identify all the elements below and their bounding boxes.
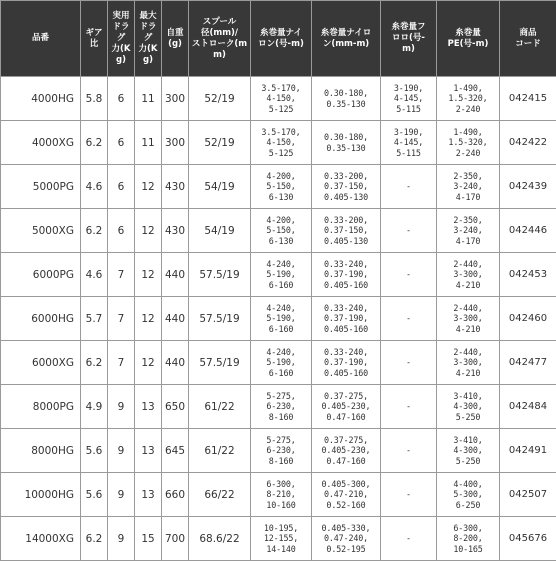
header-row [1,1,556,77]
cell-practical-drag: 7 [108,253,135,297]
cell-pe: 2-440, 3-300, 4-210 [437,341,500,385]
cell-max-drag: 11 [135,77,162,121]
cell-nylon-mm: 0.33-240, 0.37-190, 0.405-160 [312,297,381,341]
table-row [1,209,556,253]
cell-fluoro: - [381,297,437,341]
header-fluoro: 糸巻量フ ロロ(号- m) [381,1,437,77]
cell-weight: 440 [162,341,189,385]
cell-weight: 430 [162,209,189,253]
cell-nylon-mm: 0.30-180, 0.35-130 [312,121,381,165]
cell-nylon-mm: 0.405-300, 0.47-210, 0.52-160 [312,473,381,517]
cell-gear-ratio: 6.2 [81,209,108,253]
cell-model: 6000XG [1,341,81,385]
cell-nylon-go: 10-195, 12-155, 14-140 [251,517,312,561]
cell-pe: 1-490, 1.5-320, 2-240 [437,121,500,165]
cell-product-code: 042484 [500,385,556,429]
cell-model: 5000XG [1,209,81,253]
cell-pe: 2-440, 3-300, 4-210 [437,297,500,341]
cell-practical-drag: 6 [108,77,135,121]
cell-spool-stroke: 52/19 [189,121,251,165]
cell-gear-ratio: 5.7 [81,297,108,341]
cell-fluoro: 3-190, 4-145, 5-115 [381,121,437,165]
cell-nylon-go: 6-300, 8-210, 10-160 [251,473,312,517]
table-row [1,341,556,385]
cell-max-drag: 12 [135,253,162,297]
cell-pe: 4-400, 5-300, 6-250 [437,473,500,517]
cell-fluoro: - [381,517,437,561]
header-nylon-mm: 糸巻量ナイロ ン(mm-m) [312,1,381,77]
cell-model: 5000PG [1,165,81,209]
cell-weight: 440 [162,253,189,297]
cell-nylon-mm: 0.37-275, 0.405-230, 0.47-160 [312,385,381,429]
cell-spool-stroke: 68.6/22 [189,517,251,561]
cell-gear-ratio: 4.9 [81,385,108,429]
cell-gear-ratio: 4.6 [81,165,108,209]
cell-pe: 6-300, 8-200, 10-165 [437,517,500,561]
table-row [1,429,556,473]
cell-nylon-mm: 0.33-240, 0.37-190, 0.405-160 [312,341,381,385]
cell-gear-ratio: 5.6 [81,429,108,473]
cell-product-code: 042507 [500,473,556,517]
cell-max-drag: 11 [135,121,162,165]
cell-spool-stroke: 57.5/19 [189,253,251,297]
cell-nylon-mm: 0.37-275, 0.405-230, 0.47-160 [312,429,381,473]
table-header [1,1,556,77]
cell-practical-drag: 9 [108,517,135,561]
cell-max-drag: 12 [135,341,162,385]
cell-fluoro: - [381,209,437,253]
cell-weight: 645 [162,429,189,473]
cell-practical-drag: 6 [108,209,135,253]
cell-model: 8000PG [1,385,81,429]
cell-product-code: 042477 [500,341,556,385]
cell-weight: 300 [162,77,189,121]
cell-gear-ratio: 4.6 [81,253,108,297]
cell-spool-stroke: 54/19 [189,209,251,253]
header-gear-ratio: ギア 比 [81,1,108,77]
cell-product-code: 045676 [500,517,556,561]
table-body [1,77,556,561]
cell-gear-ratio: 5.8 [81,77,108,121]
cell-spool-stroke: 52/19 [189,77,251,121]
cell-max-drag: 12 [135,297,162,341]
table-row [1,385,556,429]
cell-nylon-go: 4-240, 5-190, 6-160 [251,253,312,297]
cell-product-code: 042453 [500,253,556,297]
header-nylon-go: 糸巻量ナイ ロン(号-m) [251,1,312,77]
cell-practical-drag: 7 [108,341,135,385]
cell-practical-drag: 6 [108,165,135,209]
cell-gear-ratio: 5.6 [81,473,108,517]
cell-model: 10000HG [1,473,81,517]
cell-product-code: 042446 [500,209,556,253]
cell-max-drag: 12 [135,209,162,253]
cell-pe: 1-490, 1.5-320, 2-240 [437,77,500,121]
cell-fluoro: 3-190, 4-145, 5-115 [381,77,437,121]
header-spool-stroke: スプール 径(mm)/ ストローク(mm) [189,1,251,77]
cell-weight: 650 [162,385,189,429]
cell-nylon-go: 5-275, 6-230, 8-160 [251,429,312,473]
cell-model: 6000HG [1,297,81,341]
table-row [1,517,556,561]
cell-pe: 2-350, 3-240, 4-170 [437,209,500,253]
header-pe: 糸巻量 PE(号-m) [437,1,500,77]
cell-gear-ratio: 6.2 [81,517,108,561]
header-max-drag: 最大 ドラグ 力(Kg) [135,1,162,77]
cell-product-code: 042415 [500,77,556,121]
cell-model: 4000HG [1,77,81,121]
cell-max-drag: 13 [135,429,162,473]
cell-spool-stroke: 57.5/19 [189,341,251,385]
cell-nylon-go: 4-200, 5-150, 6-130 [251,209,312,253]
cell-nylon-go: 3.5-170, 4-150, 5-125 [251,77,312,121]
cell-weight: 430 [162,165,189,209]
cell-model: 14000XG [1,517,81,561]
cell-nylon-go: 4-240, 5-190, 6-160 [251,297,312,341]
cell-nylon-go: 4-200, 5-150, 6-130 [251,165,312,209]
cell-weight: 700 [162,517,189,561]
cell-nylon-go: 3.5-170, 4-150, 5-125 [251,121,312,165]
table-row [1,165,556,209]
cell-pe: 3-410, 4-300, 5-250 [437,385,500,429]
cell-practical-drag: 9 [108,385,135,429]
cell-weight: 300 [162,121,189,165]
table-row [1,253,556,297]
cell-product-code: 042460 [500,297,556,341]
cell-pe: 3-410, 4-300, 5-250 [437,429,500,473]
cell-spool-stroke: 54/19 [189,165,251,209]
cell-nylon-mm: 0.30-180, 0.35-130 [312,77,381,121]
cell-pe: 2-440, 3-300, 4-210 [437,253,500,297]
cell-fluoro: - [381,165,437,209]
cell-nylon-go: 4-240, 5-190, 6-160 [251,341,312,385]
cell-gear-ratio: 6.2 [81,121,108,165]
cell-fluoro: - [381,341,437,385]
cell-fluoro: - [381,385,437,429]
header-product-code: 商品 コード [500,1,556,77]
table-row [1,121,556,165]
cell-product-code: 042439 [500,165,556,209]
cell-nylon-go: 5-275, 6-230, 8-160 [251,385,312,429]
cell-practical-drag: 7 [108,297,135,341]
table-row [1,297,556,341]
cell-pe: 2-350, 3-240, 4-170 [437,165,500,209]
cell-fluoro: - [381,473,437,517]
cell-gear-ratio: 6.2 [81,341,108,385]
cell-practical-drag: 9 [108,473,135,517]
cell-max-drag: 13 [135,385,162,429]
header-model: 品番 [1,1,81,77]
cell-weight: 440 [162,297,189,341]
cell-nylon-mm: 0.33-200, 0.37-150, 0.405-130 [312,165,381,209]
cell-spool-stroke: 57.5/19 [189,297,251,341]
cell-nylon-mm: 0.405-330, 0.47-240, 0.52-195 [312,517,381,561]
cell-max-drag: 13 [135,473,162,517]
cell-max-drag: 12 [135,165,162,209]
cell-weight: 660 [162,473,189,517]
table-row [1,77,556,121]
cell-nylon-mm: 0.33-200, 0.37-150, 0.405-130 [312,209,381,253]
cell-practical-drag: 6 [108,121,135,165]
cell-max-drag: 15 [135,517,162,561]
cell-model: 8000HG [1,429,81,473]
cell-spool-stroke: 66/22 [189,473,251,517]
cell-product-code: 042422 [500,121,556,165]
cell-fluoro: - [381,253,437,297]
header-weight: 自重 (g) [162,1,189,77]
cell-product-code: 042491 [500,429,556,473]
header-practical-drag: 実用 ドラグ 力(Kg) [108,1,135,77]
cell-model: 4000XG [1,121,81,165]
table-row [1,473,556,517]
cell-model: 6000PG [1,253,81,297]
cell-spool-stroke: 61/22 [189,429,251,473]
cell-fluoro: - [381,429,437,473]
cell-practical-drag: 9 [108,429,135,473]
cell-nylon-mm: 0.33-240, 0.37-190, 0.405-160 [312,253,381,297]
cell-spool-stroke: 61/22 [189,385,251,429]
